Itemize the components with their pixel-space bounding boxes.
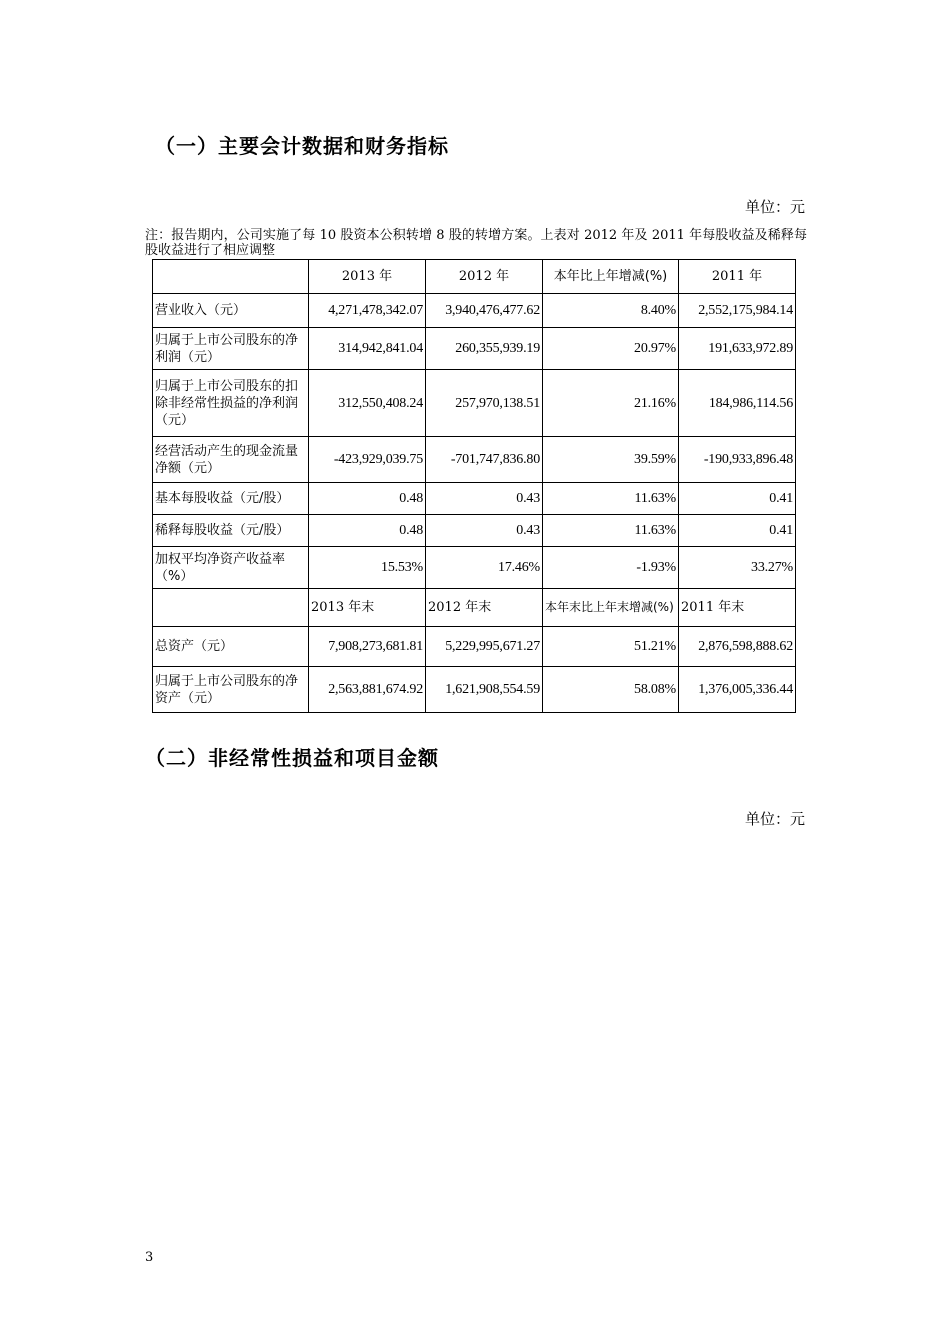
cell-2011: 0.41: [679, 515, 796, 547]
cell-2011: 184,986,114.56: [679, 370, 796, 437]
header-cell: 本年比上年增减(%): [543, 260, 679, 294]
table-row: [153, 370, 796, 437]
cell-change: 51.21%: [543, 627, 679, 667]
header-cell: 2011 年末: [679, 589, 796, 627]
row-label: 归属于上市公司股东的扣除非经常性损益的净利润（元）: [153, 370, 309, 437]
header-cell: 2013 年末: [309, 589, 426, 627]
cell-2013: 0.48: [309, 515, 426, 547]
cell-2012: 257,970,138.51: [426, 370, 543, 437]
cell-2011-end: 1,376,005,336.44: [679, 667, 796, 713]
cell-change: -1.93%: [543, 547, 679, 589]
header-cell: 2013 年: [309, 260, 426, 294]
table-row: [153, 547, 796, 589]
cell-2013: -423,929,039.75: [309, 437, 426, 483]
row-label: 总资产（元）: [153, 627, 309, 667]
row-label: 归属于上市公司股东的净资产（元）: [153, 667, 309, 713]
cell-2012: -701,747,836.80: [426, 437, 543, 483]
cell-2013: 314,942,841.04: [309, 328, 426, 370]
financial-indicators-table: [152, 259, 796, 713]
table-row: [153, 483, 796, 515]
header-cell-empty: [153, 589, 309, 627]
row-label: 归属于上市公司股东的净利润（元）: [153, 328, 309, 370]
cell-change: 58.08%: [543, 667, 679, 713]
header-cell: 2012 年: [426, 260, 543, 294]
header-cell: 2011 年: [679, 260, 796, 294]
cell-2012: 260,355,939.19: [426, 328, 543, 370]
row-label: 基本每股收益（元/股）: [153, 483, 309, 515]
row-label: 营业收入（元）: [153, 294, 309, 328]
table-row: [153, 437, 796, 483]
cell-2013: 312,550,408.24: [309, 370, 426, 437]
cell-2012: 0.43: [426, 483, 543, 515]
row-label: 经营活动产生的现金流量净额（元）: [153, 437, 309, 483]
cell-2011: 2,552,175,984.14: [679, 294, 796, 328]
section1-note: 注：报告期内，公司实施了每 10 股资本公积转增 8 股的转增方案。上表对 2012 年及 2011 年每股收益及稀释每股收益进行了相应调整: [145, 228, 807, 258]
table-row: [153, 294, 796, 328]
header-cell: 本年末比上年末增减(%): [543, 589, 679, 627]
section1-title: （一）主要会计数据和财务指标: [155, 134, 449, 158]
cell-2011: 33.27%: [679, 547, 796, 589]
table-row: [153, 328, 796, 370]
cell-2013: 4,271,478,342.07: [309, 294, 426, 328]
cell-change: 11.63%: [543, 483, 679, 515]
cell-2012: 0.43: [426, 515, 543, 547]
section1-unit: 单位：元: [744, 198, 805, 216]
cell-change: 39.59%: [543, 437, 679, 483]
row-label: 稀释每股收益（元/股）: [153, 515, 309, 547]
cell-2012-end: 5,229,995,671.27: [426, 627, 543, 667]
cell-2012: 17.46%: [426, 547, 543, 589]
cell-change: 11.63%: [543, 515, 679, 547]
cell-2011: 0.41: [679, 483, 796, 515]
cell-2013: 15.53%: [309, 547, 426, 589]
cell-2011: 191,633,972.89: [679, 328, 796, 370]
section2-unit: 单位：元: [744, 810, 805, 828]
table-header-row: [153, 260, 796, 294]
cell-change: 21.16%: [543, 370, 679, 437]
cell-change: 20.97%: [543, 328, 679, 370]
table-row: [153, 515, 796, 547]
header-cell: 2012 年末: [426, 589, 543, 627]
header-cell-empty: [153, 260, 309, 294]
cell-2013-end: 2,563,881,674.92: [309, 667, 426, 713]
row-label: 加权平均净资产收益率（%）: [153, 547, 309, 589]
page-number: 3: [145, 1250, 154, 1265]
cell-change: 8.40%: [543, 294, 679, 328]
table-row: [153, 627, 796, 667]
cell-2013: 0.48: [309, 483, 426, 515]
section2-title: （二）非经常性损益和项目金额: [145, 746, 439, 770]
table-row: [153, 667, 796, 713]
table-header-row: [153, 589, 796, 627]
cell-2013-end: 7,908,273,681.81: [309, 627, 426, 667]
cell-2011-end: 2,876,598,888.62: [679, 627, 796, 667]
cell-2011: -190,933,896.48: [679, 437, 796, 483]
cell-2012: 3,940,476,477.62: [426, 294, 543, 328]
cell-2012-end: 1,621,908,554.59: [426, 667, 543, 713]
